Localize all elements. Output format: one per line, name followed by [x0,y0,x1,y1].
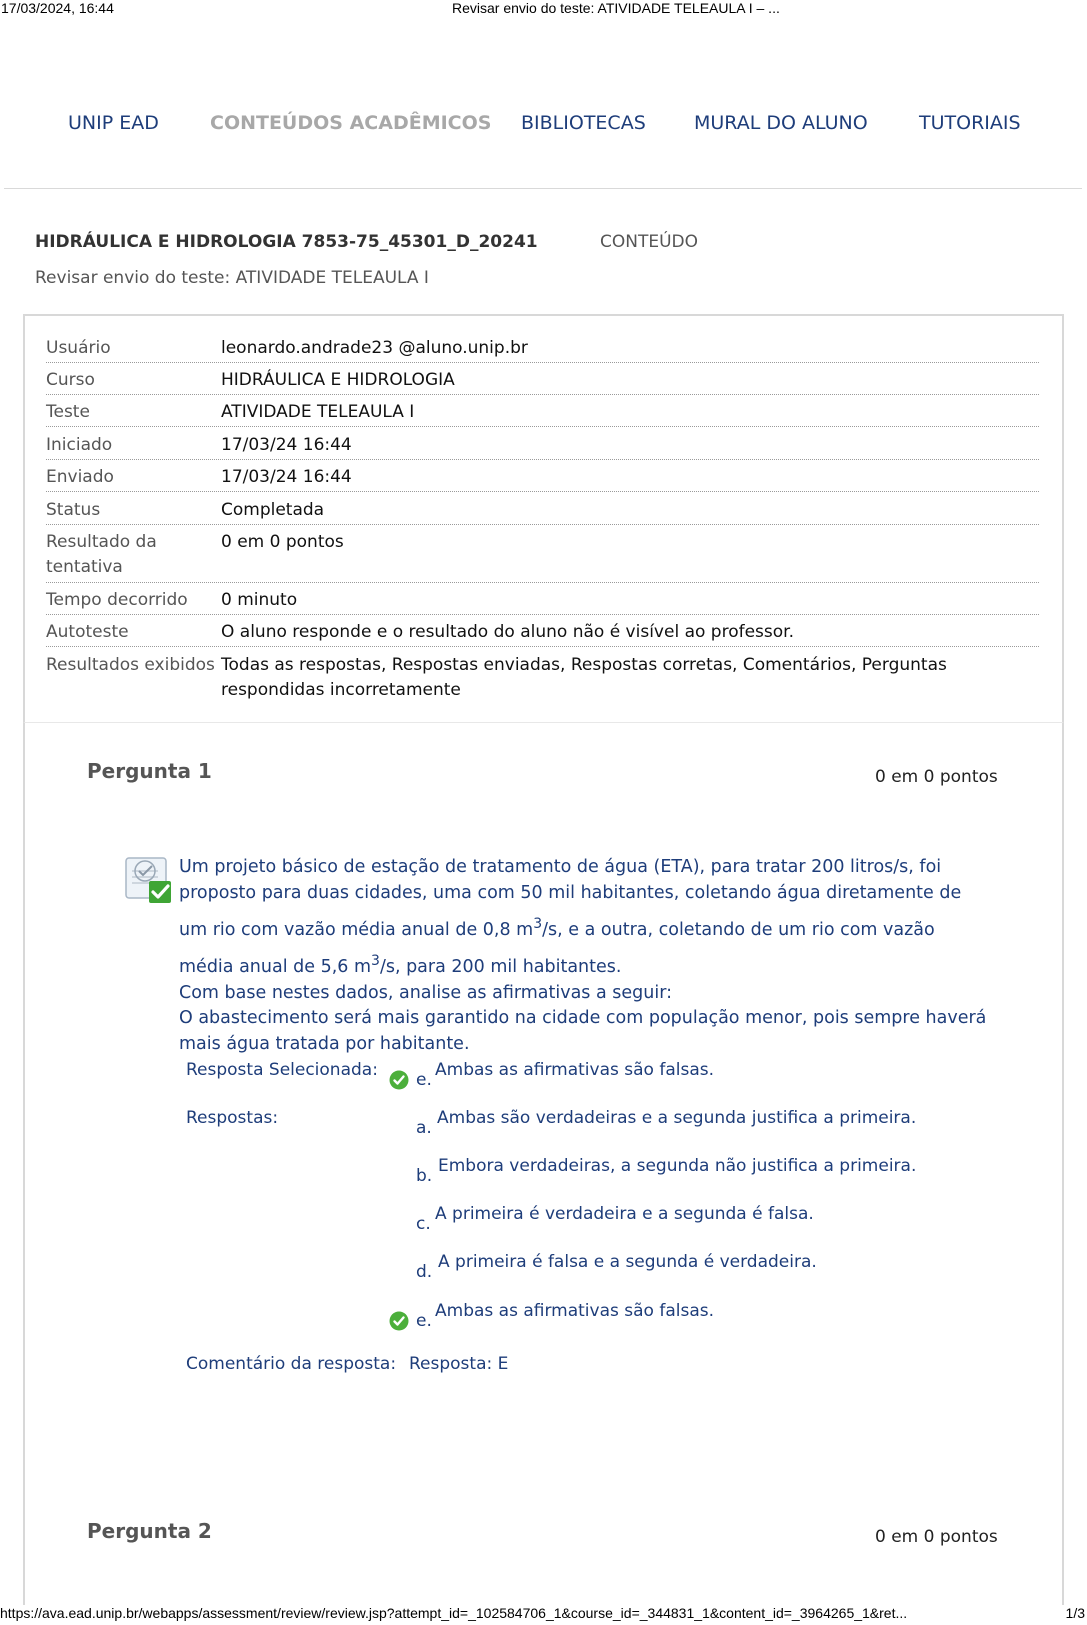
info-label: Teste [46,402,90,422]
info-label: Resultado da tentativa [46,532,157,577]
question-text-fragment: média anual de 5,6 m [179,957,372,978]
superscript: 3 [533,916,543,932]
nav-bibliotecas[interactable]: BIBLIOTECAS [521,112,646,134]
print-datetime: 17/03/2024, 16:44 [1,0,114,16]
answer-text: Ambas as afirmativas são falsas. [435,1060,714,1080]
info-label: Autoteste [46,622,129,642]
info-label: Status [46,500,101,520]
check-icon [389,1311,409,1331]
info-label: Iniciado [46,435,113,455]
question-text-fragment: /s, para 200 mil habitantes. [379,957,622,978]
nav-tutoriais[interactable]: TUTORIAIS [919,112,1021,134]
info-row-curso [46,368,1039,395]
nav-unip-ead[interactable]: UNIP EAD [68,112,159,134]
answer-letter: d. [416,1262,433,1282]
course-title[interactable]: HIDRÁULICA E HIDROLOGIA 7853-75_45301_D_20241 [35,232,538,252]
question-text-line [179,912,979,943]
question-text-line [179,949,979,980]
check-icon [389,1070,409,1090]
info-value: Todas as respostas, Respostas enviadas, Respostas corretas, Comentários, Perguntas respondidas incorretamente [221,655,947,700]
question-text-line: Um projeto básico de estação de tratamento de água (ETA), para tratar 200 litros/s, foi [179,857,942,877]
question-1-points: 0 em 0 pontos [875,767,998,787]
info-value: Completada [221,500,325,520]
info-row-usuario [46,336,1039,363]
info-value: 17/03/24 16:44 [221,435,352,455]
info-value: 0 minuto [221,590,298,610]
info-label: Usuário [46,338,111,358]
info-row-autoteste [46,620,1039,647]
answer-letter: c. [416,1214,431,1234]
info-label: Tempo decorrido [46,590,188,610]
answer-letter: e. [416,1070,432,1090]
info-label: Curso [46,370,95,390]
info-row-status [46,498,1039,525]
answer-comment: Resposta: E [409,1354,509,1374]
answer-comment-label: Comentário da resposta: [186,1354,397,1374]
info-value: HIDRÁULICA E HIDROLOGIA [221,370,455,390]
selected-answer-label: Resposta Selecionada: [186,1060,378,1080]
print-page-title: Revisar envio do teste: ATIVIDADE TELEAULA I – ... [452,0,780,16]
print-page-number: 1/3 [1065,1605,1085,1621]
info-label: Enviado [46,467,114,487]
answer-text: Ambas as afirmativas são falsas. [435,1301,714,1321]
answers-label: Respostas: [186,1108,279,1128]
info-row-teste [46,400,1039,427]
info-value: 17/03/24 16:44 [221,467,352,487]
nav-mural-do-aluno[interactable]: MURAL DO ALUNO [694,112,868,134]
answer-letter: e. [416,1311,432,1331]
info-value: O aluno responde e o resultado do aluno não é visível ao professor. [221,622,794,642]
question-2-points: 0 em 0 pontos [875,1527,998,1547]
attempt-info-panel [23,314,1064,723]
print-url: https://ava.ead.unip.br/webapps/assessment/review/review.jsp?attempt_id=_102584706_1&course_id=_344831_1&content_id=_3964265_1&ret... [0,1605,908,1621]
correct-answer-icon [125,855,173,903]
print-footer [0,1605,1087,1625]
info-value: ATIVIDADE TELEAULA I [221,402,415,422]
answer-letter: a. [416,1118,432,1138]
info-value: leonardo.andrade23 @aluno.unip.br [221,338,528,358]
answer-text: A primeira é falsa e a segunda é verdadeira. [438,1252,817,1272]
nav-conteudos-academicos[interactable]: CONTEÚDOS ACADÊMICOS [210,112,492,134]
info-row-iniciado [46,433,1039,460]
question-text-line: O abastecimento será mais garantido na cidade com população menor, pois sempre haverá [179,1008,987,1029]
question-text-fragment: /s, e a outra, coletando de um rio com vazão [542,919,935,940]
info-row-tempo [46,588,1039,615]
info-value: 0 em 0 pontos [221,532,344,552]
info-row-resultados-exibidos [46,653,1039,706]
answer-text: A primeira é verdadeira e a segunda é falsa. [435,1204,814,1224]
print-header [0,0,1087,20]
answer-text: Ambas são verdadeiras e a segunda justifica a primeira. [437,1108,917,1128]
nav-divider [4,188,1082,189]
question-text-line: proposto para duas cidades, uma com 50 mil habitantes, coletando água diretamente de [179,882,962,903]
question-text-line: mais água tratada por habitante. [179,1033,470,1054]
content-link[interactable]: CONTEÚDO [600,232,699,252]
page-subtitle: Revisar envio do teste: ATIVIDADE TELEAULA I [35,268,429,288]
question-1-text [179,855,987,1057]
info-label: Resultados exibidos [46,655,215,675]
answer-text: Embora verdadeiras, a segunda não justifica a primeira. [438,1156,917,1176]
top-navigation [0,112,1087,148]
superscript: 3 [371,953,380,970]
info-row-resultado [46,530,1039,583]
question-1-title: Pergunta 1 [87,759,212,783]
answer-letter: b. [416,1166,433,1186]
question-2-title: Pergunta 2 [87,1519,212,1543]
question-text-fragment: um rio com vazão média anual de 0,8 m [179,919,534,940]
question-text-line: Com base nestes dados, analise as afirmativas a seguir: [179,982,673,1003]
info-row-enviado [46,465,1039,492]
